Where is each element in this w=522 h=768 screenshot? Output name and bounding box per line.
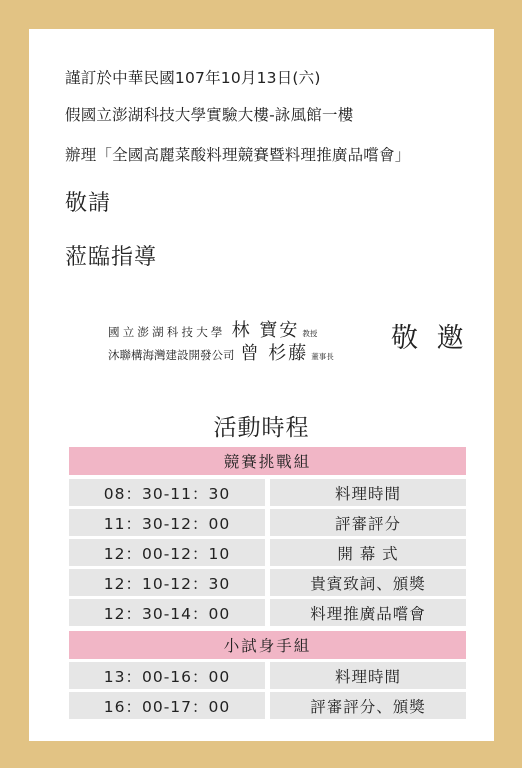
event-cell: 開 幕 式 <box>270 539 466 566</box>
time-cell: 08：30-11：30 <box>69 479 265 506</box>
event-cell: 料理時間 <box>270 662 466 689</box>
time-cell: 12：00-12：10 <box>69 539 265 566</box>
time-cell: 13：00-16：00 <box>69 662 265 689</box>
host-title: 教授 <box>302 329 318 338</box>
group-header-competition: 競賽挑戰組 <box>69 447 466 475</box>
host-name: 曾 杉藤 <box>240 343 309 364</box>
schedule-title: 活動時程 <box>213 415 310 441</box>
event-line: 辦理「全國高麗菜酸料理競賽暨料理推廣品嚐會」 <box>65 146 411 164</box>
date-line: 謹訂於中華民國107年10月13日(六) <box>65 69 321 87</box>
table-row <box>69 539 466 566</box>
event-cell: 評審評分 <box>270 509 466 536</box>
table-row <box>69 599 466 626</box>
regards-text: 敬 邀 <box>391 323 469 354</box>
table-row <box>69 479 466 506</box>
time-cell: 12：10-12：30 <box>69 569 265 596</box>
table-row <box>69 662 466 689</box>
event-cell: 評審評分、頒獎 <box>270 692 466 719</box>
host-title: 董事長 <box>311 352 334 361</box>
event-cell: 料理推廣品嚐會 <box>270 599 466 626</box>
event-cell: 貴賓致詞、頒獎 <box>270 569 466 596</box>
time-cell: 16：00-17：00 <box>69 692 265 719</box>
invitation-card <box>29 29 494 741</box>
attend-text: 蒞臨指導 <box>65 245 158 270</box>
group-header-beginner: 小試身手組 <box>69 631 466 659</box>
time-cell: 11：30-12：00 <box>69 509 265 536</box>
event-cell: 料理時間 <box>270 479 466 506</box>
time-cell: 12：30-14：00 <box>69 599 265 626</box>
respectfully-text: 敬請 <box>65 191 112 216</box>
table-row <box>69 509 466 536</box>
table-row <box>69 569 466 596</box>
venue-line: 假國立澎湖科技大學實驗大樓-詠風館一樓 <box>65 106 354 124</box>
table-row <box>69 692 466 719</box>
host-org: 沐聯構海灣建設開發公司 <box>108 348 235 362</box>
host-name: 林 寶安 <box>231 320 300 341</box>
host-org: 國立澎湖科技大學 <box>108 325 226 339</box>
host-2 <box>108 339 334 365</box>
